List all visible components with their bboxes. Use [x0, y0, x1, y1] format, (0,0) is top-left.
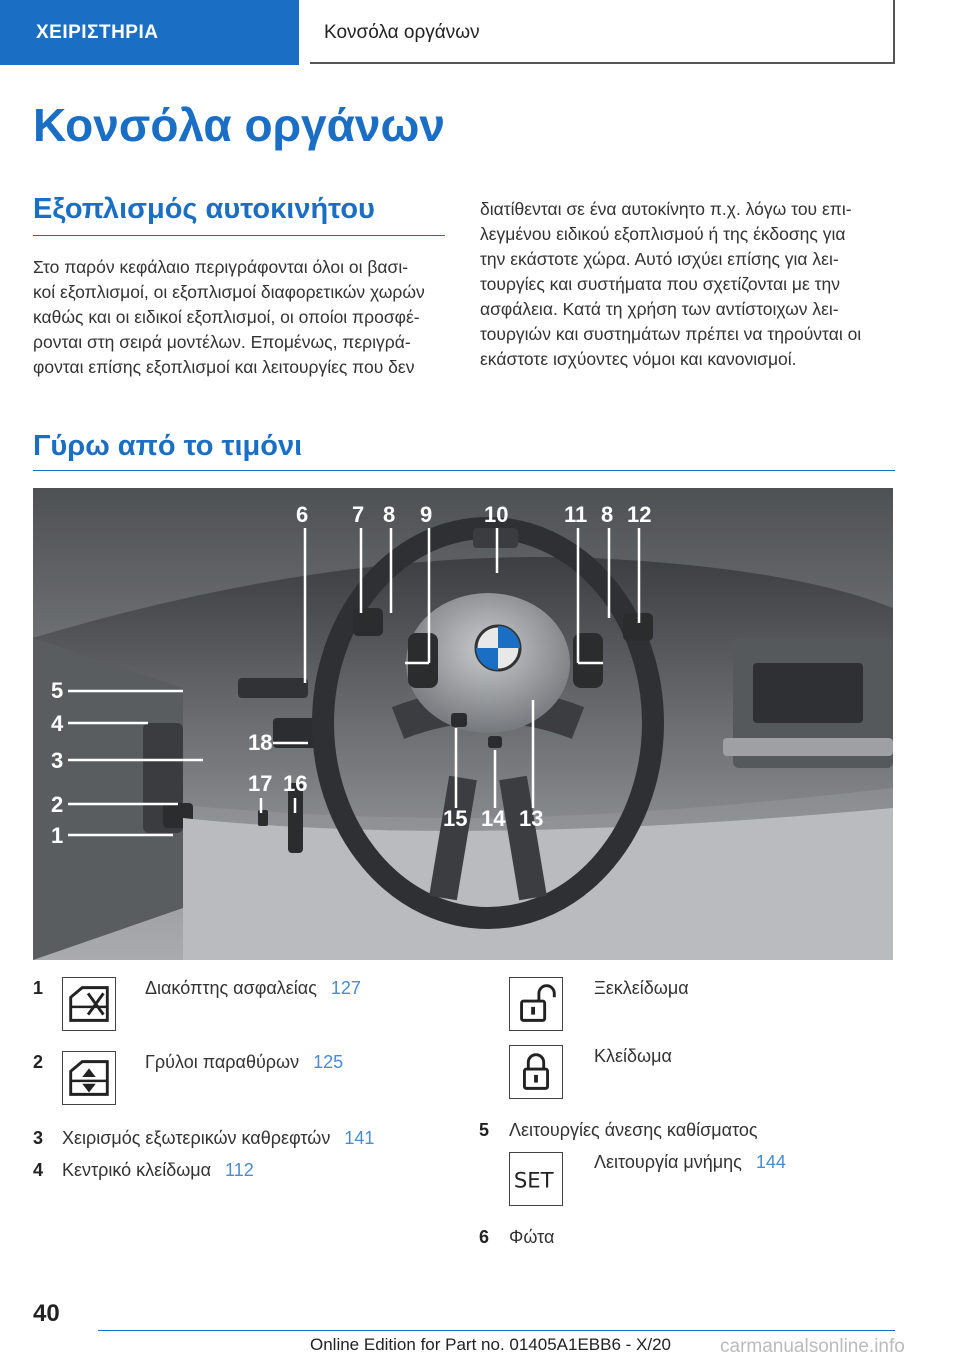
callout-number: 13	[519, 806, 544, 831]
callout-number: 3	[51, 748, 64, 773]
equipment-text-right	[480, 197, 900, 372]
text-line: λεγμένου ειδικού εξοπλισμού ή της έκδοσης για	[480, 224, 846, 244]
text-line: τουργιών και συστημάτων πρέπει να τηρούνται οι	[480, 324, 862, 344]
item-label-text: Γρύλοι παραθύρων	[145, 1052, 300, 1072]
item-number: 3	[33, 1128, 44, 1148]
callout-number: 5	[51, 678, 64, 703]
callout-number: 1	[51, 823, 64, 848]
power-window-icon	[62, 1051, 116, 1105]
steering-section-title: Γύρω από το τιμόνι	[33, 430, 303, 462]
page-reference-link[interactable]: 127	[330, 978, 361, 998]
item-label: Ξεκλείδωμα	[594, 978, 689, 998]
item-number: 5	[479, 1120, 490, 1140]
section-header-label: ΧΕΙΡΙΣΤΗΡΙΑ	[36, 22, 159, 43]
section-header-tab	[0, 0, 299, 65]
callout-number: 18	[248, 730, 273, 755]
item-label-text: Κεντρικό κλείδωμα	[62, 1160, 212, 1180]
text-line: ρονται στη σειρά μοντέλων. Επομένως, περιγρά-	[33, 332, 411, 352]
text-line: καθώς και οι ειδικοί εξοπλισμοί, οι οποίοι προσφέ-	[33, 307, 420, 327]
text-line: τουργίες και συστήματα που σχετίζονται με την	[480, 274, 841, 294]
item-label	[62, 1160, 254, 1181]
callout-number: 11	[564, 502, 588, 527]
item-number: 6	[479, 1227, 490, 1247]
text-line: φονται επίσης εξοπλισμοί και λειτουργίες που δεν	[33, 357, 415, 377]
callout-number: 12	[627, 502, 652, 527]
text-line: εκάστοτε ισχύοντες νόμοι και κανονισμοί.	[480, 349, 797, 369]
item-label: Λειτουργίες άνεσης καθίσματος	[509, 1120, 758, 1140]
edition-info: Online Edition for Part no. 01405A1EBB6 - X/20	[310, 1335, 672, 1354]
item-label	[145, 978, 361, 999]
page-number: 40	[33, 1300, 60, 1327]
text-line: ασφάλεια. Κατά τη χρήση των αντίστοιχων λει-	[480, 299, 839, 319]
chapter-header-label: Κονσόλα οργάνων	[324, 22, 480, 43]
set-icon-text: SET	[513, 1167, 554, 1193]
cockpit-drawing	[33, 488, 893, 960]
text-line: διατίθενται σε ένα αυτοκίνητο π.χ. λόγω του επι-	[480, 199, 852, 219]
item-label	[594, 1152, 786, 1173]
equipment-text-left	[33, 255, 453, 380]
memory-set-icon	[509, 1152, 563, 1206]
chapter-header	[310, 0, 895, 64]
callout-number: 7	[352, 502, 365, 527]
item-number: 1	[33, 978, 44, 998]
footer-rule	[98, 1330, 895, 1331]
page-reference-link[interactable]: 125	[313, 1052, 344, 1072]
callout-number: 9	[420, 502, 433, 527]
item-label: Κλείδωμα	[594, 1046, 672, 1066]
callout-number: 14	[481, 806, 506, 831]
callout-number: 15	[443, 806, 468, 831]
steering-title-rule	[33, 470, 895, 471]
equipment-section-title: Εξοπλισμός αυτοκινήτου	[33, 193, 375, 225]
text-line: την εκάστοτε χώρα. Αυτό ισχύει επίσης για λει-	[480, 249, 839, 269]
page-reference-link[interactable]: 141	[344, 1128, 375, 1148]
safety-switch-icon	[62, 977, 116, 1031]
watermark: carmanualsonline.info	[720, 1336, 905, 1357]
text-line: κοί εξοπλισμοί, οι εξοπλισμοί διαφορετικών χωρών	[33, 282, 425, 302]
callout-number: 4	[51, 711, 64, 736]
item-label: Φώτα	[509, 1227, 555, 1247]
item-label	[145, 1052, 343, 1073]
callout-number: 8	[383, 502, 396, 527]
page-title: Κονσόλα οργάνων	[33, 99, 445, 151]
item-label	[62, 1128, 374, 1149]
item-label-text: Χειρισμός εξωτερικών καθρεφτών	[62, 1128, 331, 1148]
lock-icon	[509, 1045, 563, 1099]
cockpit-illustration	[33, 488, 893, 960]
page-reference-link[interactable]: 112	[225, 1160, 254, 1180]
page-reference-link[interactable]: 144	[755, 1152, 786, 1172]
callout-number: 6	[296, 502, 309, 527]
callout-number: 16	[283, 771, 308, 796]
callout-number: 8	[601, 502, 614, 527]
item-number: 4	[33, 1160, 44, 1180]
unlock-icon	[509, 977, 563, 1031]
item-label-text: Λειτουργία μνήμης	[594, 1152, 742, 1172]
item-number: 2	[33, 1052, 44, 1072]
callout-number: 10	[484, 502, 509, 527]
item-label-text: Διακόπτης ασφαλείας	[145, 978, 317, 998]
callout-number: 17	[248, 771, 273, 796]
equipment-title-rule	[33, 235, 445, 236]
callout-number: 2	[51, 792, 64, 817]
text-line: Στο παρόν κεφάλαιο περιγράφονται όλοι οι βασι-	[33, 257, 409, 277]
